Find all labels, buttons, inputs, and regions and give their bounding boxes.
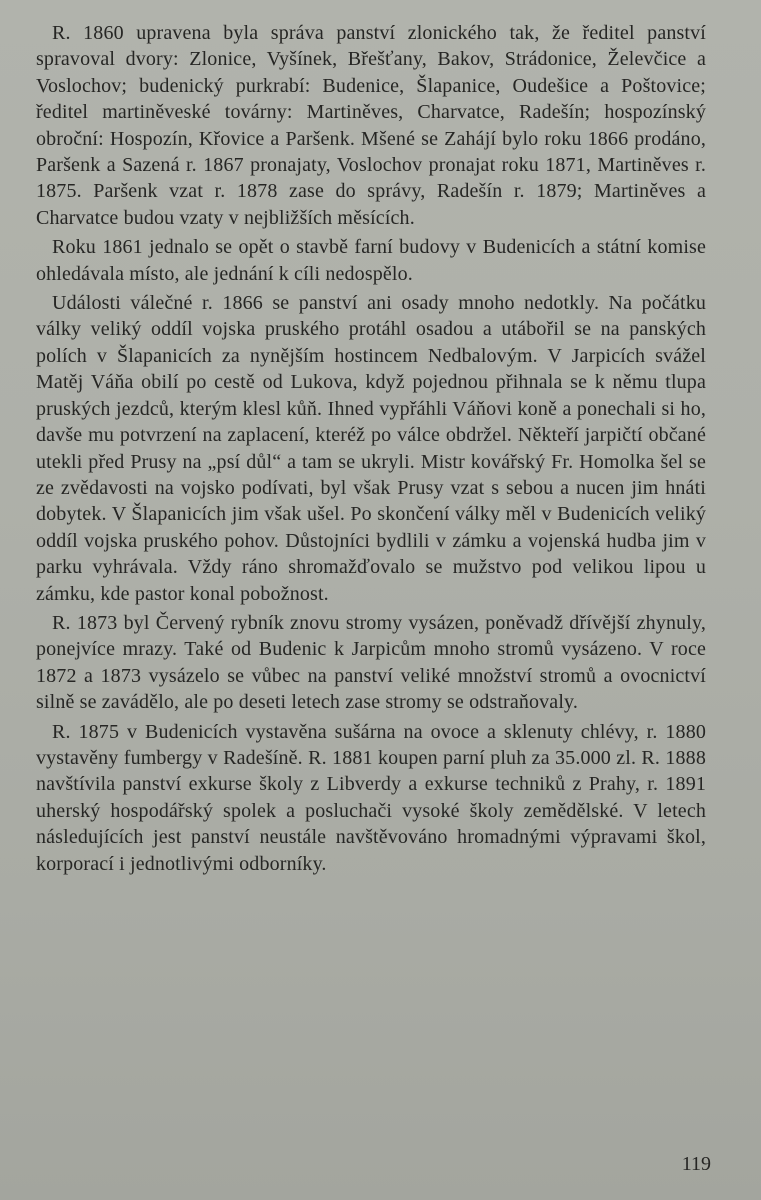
- paragraph-war-1866: Události válečné r. 1866 se panství ani osady mnoho nedotkly. Na počátku války veliký oddíl vojska pruského protáhl osadou a utábořil se na panských polích v Šlapanicích za nynějším hostincem Nedbalovým. V Jarpicích svážel Matěj Váňa obilí po cestě od Lukova, když pojednou přihnala se k němu tlupa pruských jezdců, kterým klesl kůň. Ihned vypřáhli Váňovi koně a ponechali si ho, davše mu potvrzení na zaplacení, kteréž po válce obdržel. Někteří jarpičtí občané utekli před Prusy na „psí důl“ a tam se ukryli. Mistr kovářský Fr. Homolka šel se ze zvědavosti na vojsko podívati, byl však Prusy vzat s sebou a nucen jim hnáti dobytek. V Šlapanicích jim však ušel. Po skončení války měl v Budenicích veliký oddíl vojska pruského pohov. Důstojníci bydlili v zámku a vojenská hudba jim v parku vyhrávala. Vždy ráno shromažďovalo se mužstvo pod velikou lipou u zámku, kde pastor konal pobožnost.: [36, 292, 706, 605]
- paragraph-estate-developments: R. 1875 v Budenicích vystavěna sušárna na ovoce a sklenuty chlévy, r. 1880 vystavěny fumbergy v Radešíně. R. 1881 koupen parní pluh za 35.000 zl. R. 1888 navštívila panství exkurse školy z Libverdy a exkurse techniků z Prahy, r. 1891 uherský hospodářský spolek a posluchači vysoké školy zemědělské. V letech následujících jest panství neustále navštěvováno hromadnými výpravami škol, korporací i jednotlivými odborníky.: [36, 720, 706, 875]
- page-number: 119: [681, 1153, 711, 1175]
- paragraph-tree-planting: R. 1873 byl Červený rybník znovu stromy vysázen, poněvadž dřívější zhynuly, ponejvíce mrazy. Také od Budenic k Jarpicům mnoho stromů vysázeno. V roce 1872 a 1873 vysázelo se vůbec na panství veliké množství stromů a ovocnictví silně se zavádělo, ale po deseti letech zase stromy se odstraňovaly.: [36, 611, 706, 714]
- body-text: [36, 20, 706, 877]
- paragraph-estate-administration: R. 1860 upravena byla správa panství zlonického tak, že ředitel panství spravoval dvory: Zlonice, Vyšínek, Břešťany, Bakov, Strádonice, Želevčice a Voslochov; budenický purkrabí: Budenice, Šlapanice, Oudešice a Poštovice; ředitel martiněveské továrny: Martiněves, Charvatce, Radešín; hospozínský obroční: Hospozín, Křovice a Paršenk. Mšené se Zahájí bylo roku 1866 prodáno, Paršenk a Sazená r. 1867 pronajaty, Voslochov pronajat roku 1871, Martiněves r. 1875. Paršenk vzat r. 1878 zase do správy, Radešín r. 1879; Martiněves a Charvatce budou vzaty v nejbližších měsících.: [36, 22, 706, 229]
- paragraph-parish-building: Roku 1861 jednalo se opět o stavbě farní budovy v Budenicích a státní komise ohledávala místo, ale jednání k cíli nedospělo.: [36, 236, 706, 285]
